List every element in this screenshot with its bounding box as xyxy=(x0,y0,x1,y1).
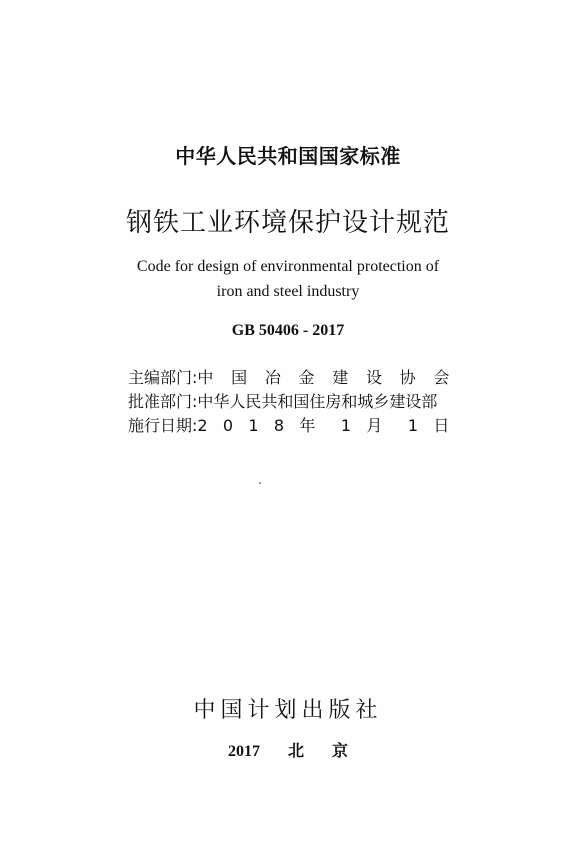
effective-date-row xyxy=(128,413,449,436)
approver-row xyxy=(128,389,437,412)
chief-editor-label: 主编部门 xyxy=(128,368,193,387)
chief-editor-row xyxy=(128,365,449,388)
document-title-chinese: 钢铁工业环境保护设计规范 xyxy=(125,208,450,238)
approver-value: 中华人民共和国住房和城乡建设部 xyxy=(197,392,438,411)
effective-date-separator: : xyxy=(192,416,198,435)
page-speck xyxy=(259,482,261,484)
publisher-name: 中国计划出版社 xyxy=(193,698,383,723)
standard-type-heading: 中华人民共和国国家标准 xyxy=(175,144,401,168)
document-title-english-line-2: iron and steel industry xyxy=(216,283,360,300)
document-title-english-line-1: Code for design of environmental protection of xyxy=(136,258,440,275)
publication-year-place: 2017 北 京 xyxy=(227,743,348,760)
effective-date-label: 施行日期 xyxy=(128,416,193,435)
approver-separator: : xyxy=(192,392,198,411)
effective-date-value: 2 0 1 8 年 1 月 1 日 xyxy=(197,416,450,435)
chief-editor-separator: : xyxy=(192,368,198,387)
standard-code: GB 50406 - 2017 xyxy=(231,322,345,339)
chief-editor-value: 中 国 冶 金 建 设 协 会 xyxy=(197,368,450,387)
approver-label: 批准部门 xyxy=(128,392,193,411)
